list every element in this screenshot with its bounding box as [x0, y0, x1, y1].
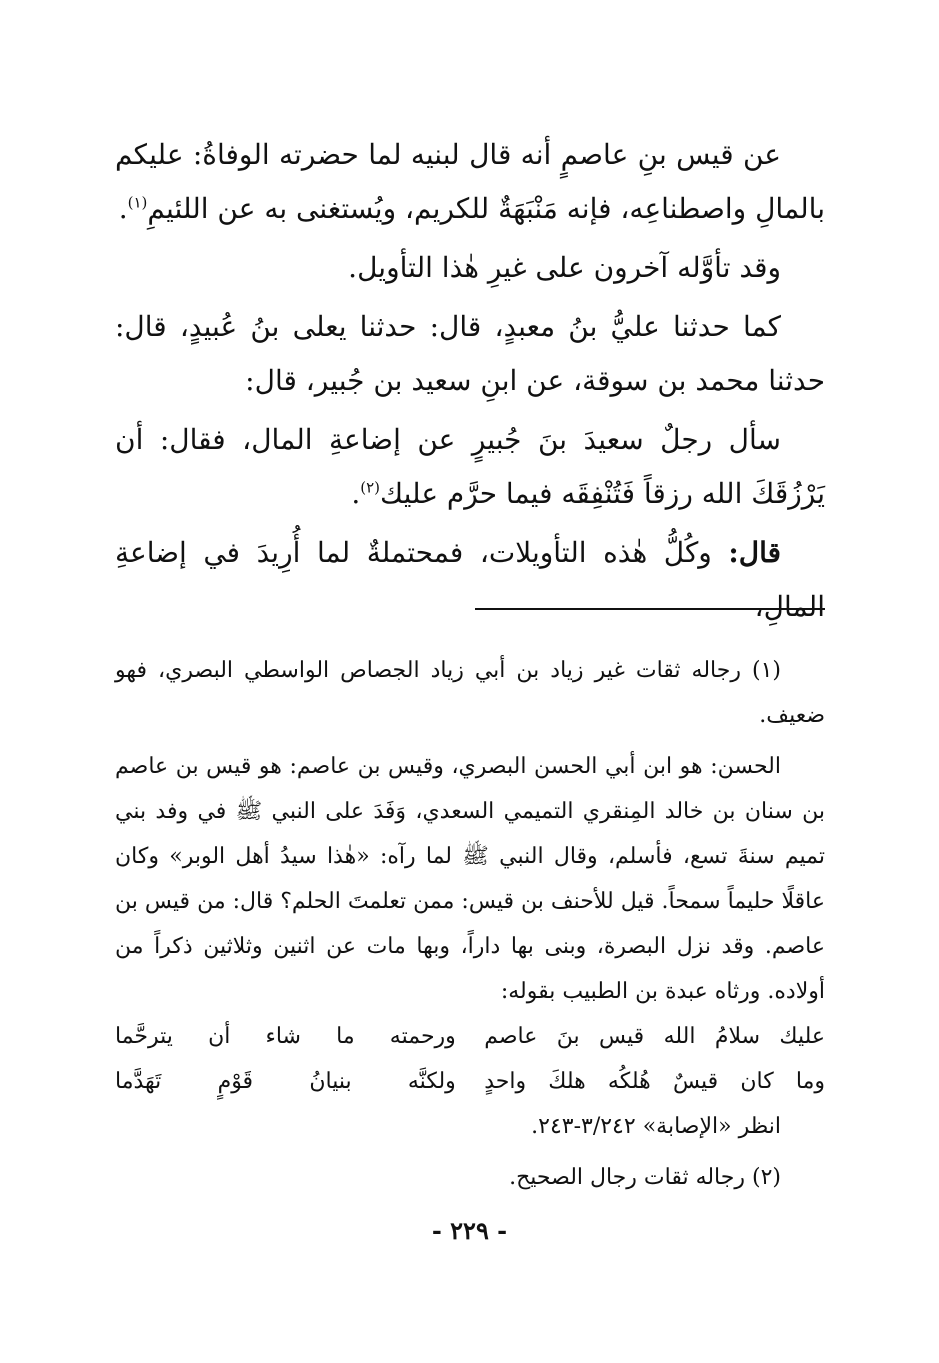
page-number: - ٢٢٩ -: [431, 1216, 508, 1245]
footnote-separator: [475, 608, 825, 610]
footnote-1-reference: انظر «الإصابة» ٣/٢٤٢-٢٤٣.: [531, 1114, 781, 1139]
paragraph-4-text: سأل رجلٌ سعيدَ بنَ جُبيرٍ عن إضاعةِ المال، فقال: أن يَرْزُقَكَ الله رزقاً فَتُنْفِقَه فيما حرَّم عليك: [115, 423, 825, 510]
verse-1-second-hemistich: ورحمته ما شاء أن يترحَّما: [115, 1024, 456, 1049]
footnote-ref-1: (١): [127, 193, 148, 212]
paragraph-5: [115, 526, 825, 634]
verse-2-first-hemistich: وما كان قيسٌ هُلكُه هلكَ واحدٍ: [484, 1069, 825, 1094]
paragraph-1-text: عن قيس بنِ عاصمٍ أنه قال لبنيه لما حضرته الوفاةُ: عليكم بالمالِ واصطناعِه، فإنه مَنْبَهَةٌ للكريم، ويُستغنى به عن اللئيمِ: [115, 138, 825, 225]
verse-2-second-hemistich: ولكنَّه بنيانُ قَوْمٍ تَهَدَّما: [115, 1069, 456, 1094]
footnote-ref-2: (٢): [360, 478, 380, 497]
paragraph-2: وقد تأوَّله آخرون على غيرِ هٰذا التأويل.: [348, 251, 781, 284]
main-text: [115, 128, 825, 634]
paragraph-4: [115, 413, 825, 521]
paragraph-1-end: .: [118, 192, 128, 225]
footnote-1: (١) رجاله ثقات غير زياد بن أبي زياد الجصاص الواسطي البصري، فهو ضعيف.: [115, 658, 825, 728]
footnote-1-bio: الحسن: هو ابن أبي الحسن البصري، وقيس بن عاصم: هو قيس بن عاصم بن سنان بن خالد المِنقري التميمي السعدي، وَفَدَ على النبي ﷺ في وفد بني تميم سنةَ تسع، فأسلم، وقال النبي ﷺ لما رآه: «هٰذا سيدُ أهل الوبر» وكان عاقلًا حليماً سمحاً. قيل للأحنف بن قيس: ممن تعلمتَ الحلم؟ قال: من قيس بن عاصم. وقد نزل البصرة، وبنى بها داراً، وبها مات عن اثنين وثلاثين ذكراً من أولاده. ورثاه عبدة بن الطبيب بقوله:: [115, 754, 825, 1004]
verse-line-2: [115, 1059, 825, 1104]
paragraph-3: كما حدثنا عليُّ بنُ معبدٍ، قال: حدثنا يعلى بنُ عُبيدٍ، قال: حدثنا محمد بن سوقة، عن ابنِ سعيد بن جُبير، قال:: [115, 310, 825, 397]
footnote-2: (٢) رجاله ثقات رجال الصحيح.: [509, 1165, 781, 1190]
paragraph-4-end: .: [351, 477, 361, 510]
paragraph-5-lead: قال:: [728, 536, 781, 569]
footnotes: [115, 648, 825, 1200]
verse-line-1: [115, 1014, 825, 1059]
paragraph-5-text: وكُلُّ هٰذه التأويلات، فمحتملةٌ لما أُرِيدَ في إضاعةِ المالِ،: [115, 536, 825, 623]
paragraph-1: [115, 128, 825, 236]
verse-1-first-hemistich: عليك سلامُ الله قيس بنَ عاصم: [484, 1024, 825, 1049]
